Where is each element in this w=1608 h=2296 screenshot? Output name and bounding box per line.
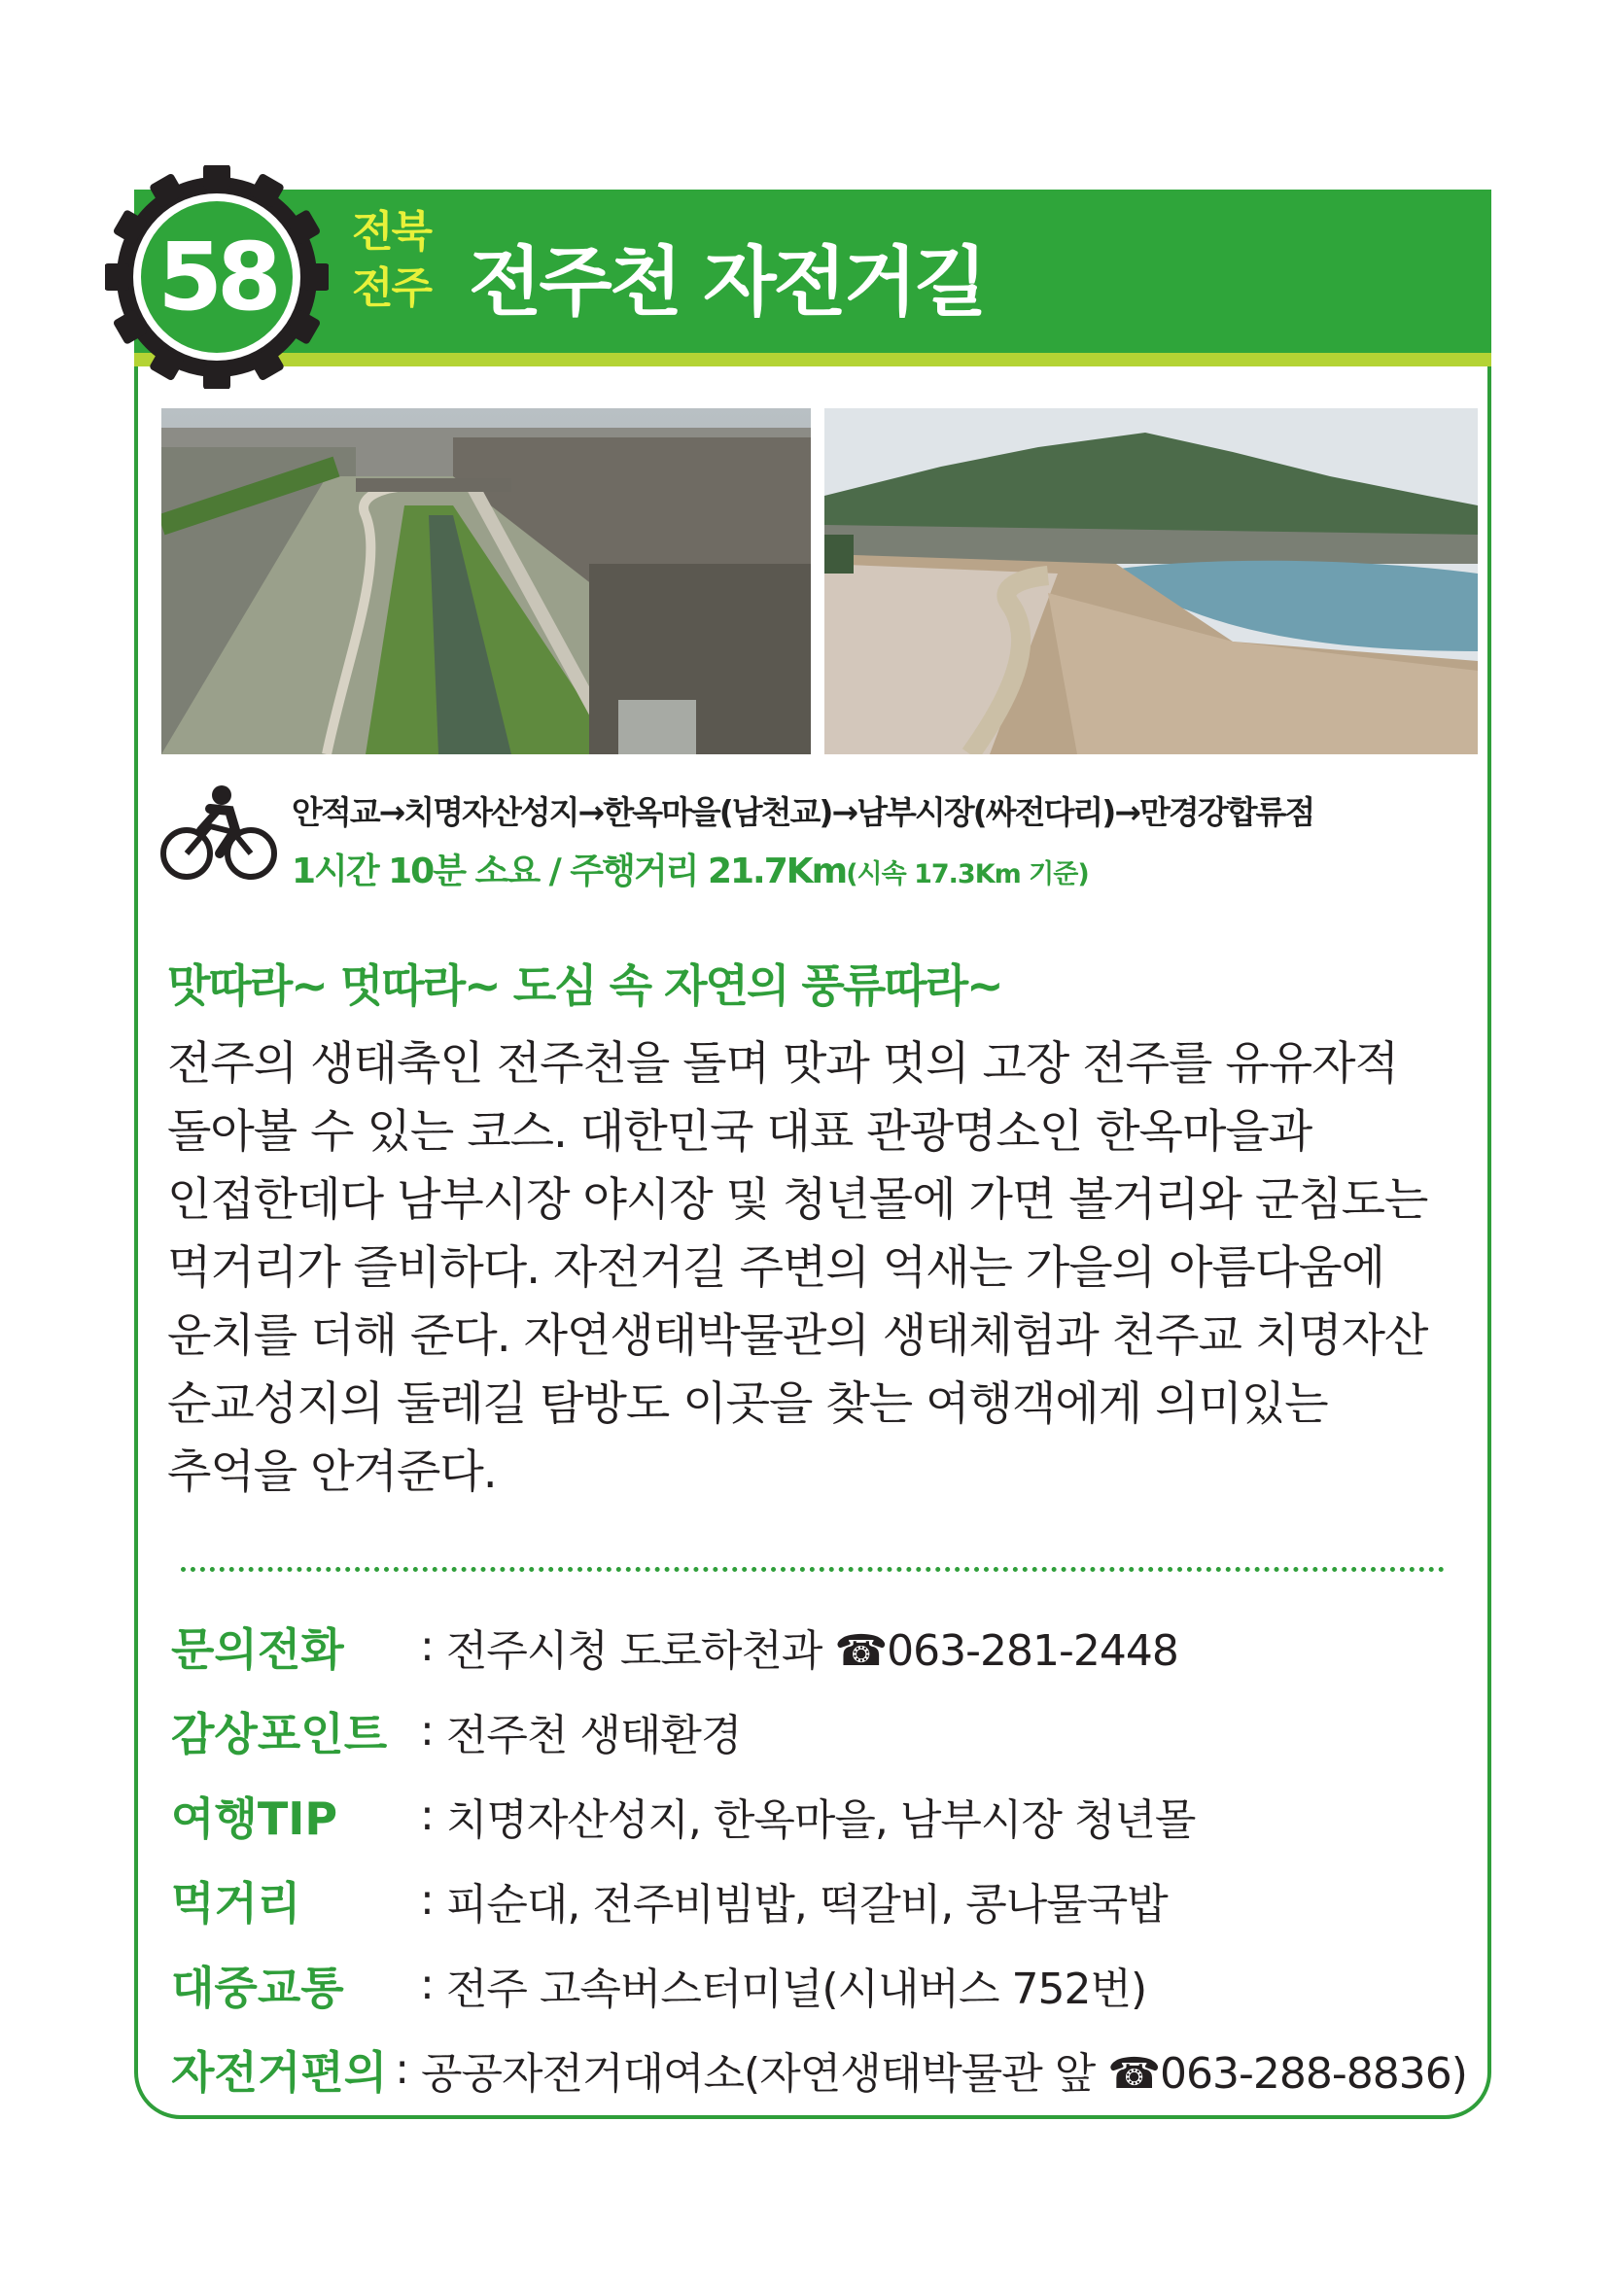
route-duration-text: 1시간 10분 소요 / 주행거리 21.7Km xyxy=(292,852,847,891)
info-colon: : xyxy=(395,2044,410,2094)
info-label-text: 자전거편의 xyxy=(171,2045,388,2099)
info-colon: : xyxy=(420,1960,435,2009)
info-colon: : xyxy=(420,1875,435,1925)
info-label xyxy=(171,1615,412,1679)
info-row-viewpoint xyxy=(171,1688,1464,1773)
route-duration xyxy=(292,844,1089,893)
info-row-transit xyxy=(171,1942,1464,2027)
info-value: 전주 고속버스터미널(시내버스 752번) xyxy=(445,1964,1147,2014)
info-label-text: 문의전화 xyxy=(171,1622,344,1676)
route-path: 안적교→치명자산성지→한옥마을(남천교)→남부시장(싸전다리)→만경강합류점 xyxy=(292,793,1314,831)
description-line: 돌아볼 수 있는 코스. 대한민국 대표 관광명소인 한옥마을과 xyxy=(167,1105,1312,1159)
info-label xyxy=(171,2037,387,2102)
description-line: 운치를 더해 준다. 자연생태박물관의 생태체험과 천주교 치명자산 xyxy=(167,1309,1428,1363)
info-value: 치명자산성지, 한옥마을, 남부시장 청년몰 xyxy=(445,1794,1196,1845)
region-province: 전북 xyxy=(352,207,432,257)
info-label-text: 여행TIP xyxy=(171,1792,338,1845)
course-title: 전주천 자전거길 xyxy=(469,239,985,327)
info-colon: : xyxy=(420,1706,435,1756)
description-line: 전주의 생태축인 전주천을 돌며 맛과 멋의 고장 전주를 유유자적 xyxy=(167,1037,1398,1091)
region-label xyxy=(352,204,459,317)
info-value: 피순대, 전주비빔밥, 떡갈비, 콩나물국밥 xyxy=(445,1879,1168,1930)
info-label-text: 먹거리 xyxy=(171,1876,301,1930)
course-number: 58 xyxy=(157,223,276,331)
info-row-tip xyxy=(171,1773,1464,1858)
region-city: 전주 xyxy=(352,263,432,313)
info-colon: : xyxy=(420,1791,435,1840)
info-label-text: 대중교통 xyxy=(171,1961,344,2014)
info-label xyxy=(171,1784,412,1848)
info-colon: : xyxy=(420,1621,435,1671)
info-label xyxy=(171,1699,412,1763)
course-subtitle: 맛따라~ 멋따라~ 도심 속 자연의 풍류따라~ xyxy=(167,959,1002,1012)
description-line: 인접한데다 남부시장 야시장 및 청년몰에 가면 볼거리와 군침도는 xyxy=(167,1173,1428,1227)
description-line: 순교성지의 둘레길 탐방도 이곳을 찾는 여행객에게 의미있는 xyxy=(167,1377,1328,1431)
info-value: 전주시청 도로하천과 ☎063-281-2448 xyxy=(445,1625,1178,1676)
description-line: 추억을 안겨준다. xyxy=(167,1445,497,1499)
silvergrass-trail-photo xyxy=(824,408,1478,754)
info-row-food xyxy=(171,1858,1464,1942)
info-label-text: 감상포인트 xyxy=(171,1707,388,1760)
info-row-phone xyxy=(171,1604,1464,1688)
info-label xyxy=(171,1868,412,1932)
bicycle-rider-icon xyxy=(156,783,278,885)
info-table xyxy=(171,1604,1467,2111)
info-label xyxy=(171,1953,412,2017)
dotted-divider xyxy=(181,1567,1445,1572)
info-value: 공공자전거대여소(자연생태박물관 앞 ☎063-288-8836) xyxy=(421,2048,1467,2099)
aerial-stream-photo xyxy=(161,408,811,754)
info-value: 전주천 생태환경 xyxy=(445,1710,742,1760)
route-speed-note: (시속 17.3Km 기준) xyxy=(846,859,1089,889)
course-description xyxy=(167,1030,1470,1507)
info-row-bike-amenities xyxy=(171,2027,1467,2111)
description-line: 먹거리가 즐비하다. 자전거길 주변의 억새는 가을의 아름다움에 xyxy=(167,1241,1385,1295)
title-stripe xyxy=(134,353,1491,366)
